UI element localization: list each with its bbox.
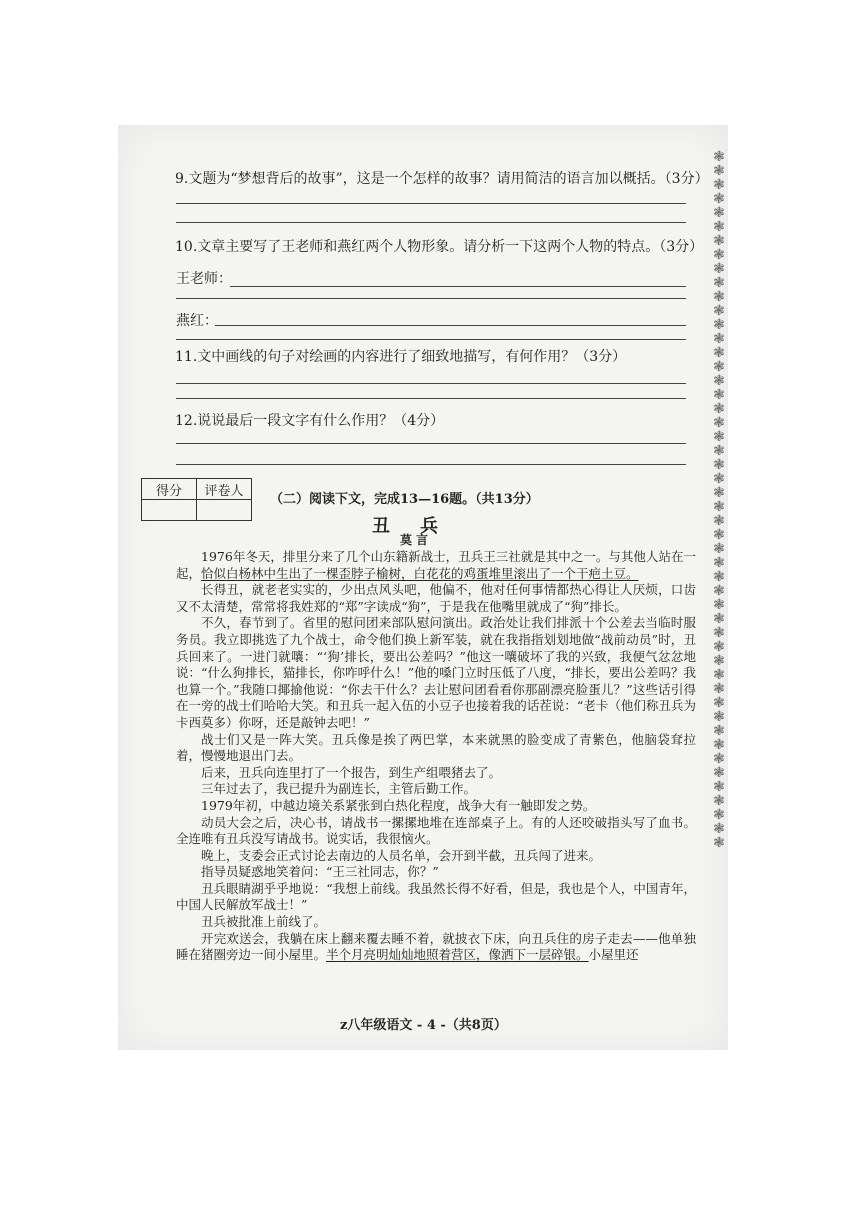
answer-line [176,222,686,223]
answer-line [230,286,686,287]
answer-label-teacher: 王老师： [176,271,232,287]
story-paragraph: 战士们又是一阵大笑。丑兵像是挨了两巴掌，本来就黑的脸变成了青紫色，他脑袋耷拉着，慢慢地退出门去。 [176,731,696,764]
story-author: 莫言 [400,533,433,547]
story-paragraph: 丑兵被批准上前线了。 [201,914,327,930]
answer-line [176,464,686,465]
answer-line [176,298,686,299]
answer-line [176,203,686,204]
section-heading: （二）阅读下文，完成13—16题。（共13分） [270,492,539,507]
reviewer-header: 评卷人 [197,479,252,500]
score-header: 得分 [142,479,197,500]
story-paragraph: 长得丑，就老老实实的，少出点风头吧，他偏不，他对任何事情都热心得让人厌烦，口齿又不太清楚，常常将我姓郑的“郑”字读成“狗”，于是我在他嘴里就成了“狗”排长。 [176,582,696,614]
story-paragraph: 1976年冬天，排里分来了几个山东籍新战士，丑兵王三社就是其中之一。与其他人站在一起，恰似白杨林中生出了一棵歪脖子榆树，白花花的鸡蛋堆里滚出了一个干疤土豆。 [176,549,696,581]
story-paragraph: 指导员疑惑地笑着问：“王三社同志，你？” [201,864,439,880]
story-paragraph: 晚上，支委会正式讨论去南边的人员名单，会开到半截，丑兵闯了进来。 [201,847,602,863]
story-paragraph: 丑兵眼睛湖乎乎地说：“我想上前线。我虽然长得不好看，但是，我也是个人，中国青年，中国人民解放军战士！” [176,880,696,913]
decorative-border-icon: ❃❃❃❃❃❃❃❃❃❃❃❃❃❃❃❃❃❃❃❃❃❃❃❃❃❃❃❃❃❃❃❃❃❃❃❃❃❃❃❃❃❃❃❃❃❃❃❃❃❃ [713,150,725,851]
question-12: 12.说说最后一段文字有什么作用？（4分） [175,413,445,429]
question-11: 11.文中画线的句子对绘画的内容进行了细致地描写，有何作用？（3分） [175,349,627,365]
answer-line [176,339,686,340]
story-paragraph: 后来，丑兵向连里打了一个报告，到生产组喂猪去了。 [201,764,502,780]
answer-label-yanhong: 燕红： [176,313,218,329]
story-paragraph: 1979年初，中越边境关系紧张到白热化程度，战争大有一触即发之势。 [201,797,596,813]
answer-line [176,398,686,399]
underlined-sentence: 半个月亮明灿灿地照着营区，像洒下一层碎银。 [326,947,589,963]
answer-line [176,443,686,444]
answer-line [215,325,686,326]
story-paragraph: 开完欢送会，我躺在床上翻来覆去睡不着，就披衣下床，向丑兵住的房子走去——他单独睡在猪圈旁边一间小屋里。半个月亮明灿灿地照着营区，像洒下一层碎银。小屋里还 [176,930,696,963]
question-9: 9.文题为“梦想背后的故事”，这是一个怎样的故事？请用简洁的语言加以概括。（3分） [175,171,709,187]
score-cell [142,500,197,521]
underlined-sentence: 恰似白杨林中生出了一棵歪脖子榆树，白花花的鸡蛋堆里滚出了一个干疤土豆。 [201,565,639,581]
story-title: 丑兵 [372,516,468,537]
story-paragraph: 三年过去了，我已提升为副连长，主管后勤工作。 [201,781,477,797]
question-10: 10.文章主要写了王老师和燕红两个人物形象。请分析一下这两个人物的特点。（3分） [175,239,704,255]
answer-line [176,383,686,384]
page-footer: z八年级语文 - 4 -（共8页） [340,1018,507,1033]
story-body [176,549,696,964]
reviewer-cell [197,500,252,521]
story-paragraph: 不久，春节到了。省里的慰问团来部队慰问演出。政治处让我们排派十个公差去当临时服务员。我立即挑选了九个战士，命令他们换上新军装，就在我指指划划地做“战前动员”时，丑兵回来了。一进门就嚷：“‘狗’排长，要出公差吗？”他这一嚷破坏了我的兴致，我便气忿忿地说：“什么狗排长，猫排长，你咋呼什么！”他的嗓门立时压低了八度，“排长，要出公差吗？我也算一个。”我随口揶揄他说：“你去干什么？去让慰问团看看你那副漂亮脸蛋儿？”这些话引得在一旁的战士们哈哈大笑。和丑兵一起入伍的小豆子也接着我的话茬说：“老卡（他们称丑兵为卡西莫多）你呀，还是敲钟去吧！” [176,615,696,730]
score-table [141,478,252,521]
story-paragraph: 动员大会之后，决心书，请战书一摞摞地堆在连部桌子上。有的人还咬破指头写了血书。全连唯有丑兵没写请战书。说实话，我很恼火。 [176,814,696,847]
